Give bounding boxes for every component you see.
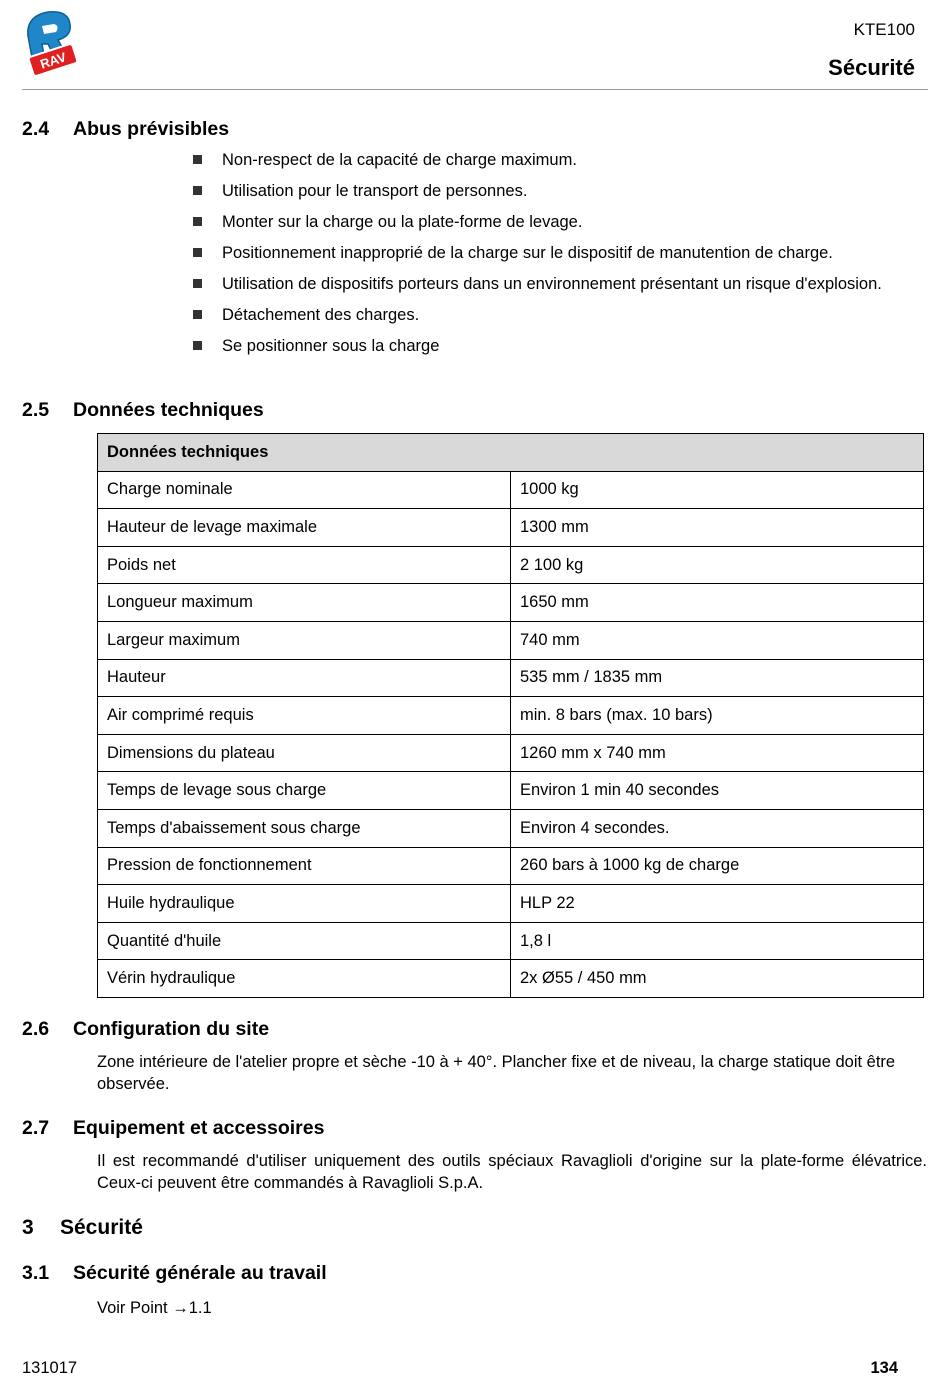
spec-value: 2x Ø55 / 450 mm	[511, 960, 924, 998]
heading-number: 2.4	[22, 118, 50, 140]
square-bullet-icon	[193, 248, 202, 257]
square-bullet-icon	[193, 155, 202, 164]
spec-value: 260 bars à 1000 kg de charge	[511, 847, 924, 885]
table-row	[98, 621, 924, 659]
heading-3	[22, 1216, 422, 1242]
misuse-list	[192, 150, 912, 367]
table-row	[98, 885, 924, 923]
heading-2-4	[22, 118, 422, 142]
spec-label: Dimensions du plateau	[98, 734, 511, 772]
spec-label: Temps d'abaissement sous charge	[98, 809, 511, 847]
list-item	[192, 181, 912, 202]
spec-value: 1650 mm	[511, 584, 924, 622]
table-row	[98, 847, 924, 885]
site-configuration-text: Zone intérieure de l'atelier propre et sèche -10 à + 40°. Plancher fixe et de niveau, la charge statique doit être observée.	[97, 1053, 896, 1093]
header-section-title: Sécurité	[828, 55, 915, 80]
spec-label: Longueur maximum	[98, 584, 511, 622]
spec-label: Air comprimé requis	[98, 697, 511, 735]
spec-label: Huile hydraulique	[98, 885, 511, 923]
list-item	[192, 305, 912, 326]
list-item-text: Se positionner sous la charge	[222, 337, 440, 355]
list-item	[192, 212, 912, 233]
spec-value: min. 8 bars (max. 10 bars)	[511, 697, 924, 735]
header-divider	[22, 89, 928, 90]
table-row	[98, 546, 924, 584]
list-item	[192, 150, 912, 171]
spec-value: Environ 4 secondes.	[511, 809, 924, 847]
heading-2-7	[22, 1117, 422, 1141]
table-row	[98, 809, 924, 847]
list-item	[192, 243, 912, 264]
spec-label: Poids net	[98, 546, 511, 584]
square-bullet-icon	[193, 310, 202, 319]
square-bullet-icon	[193, 186, 202, 195]
equipment-text: Il est recommandé d'utiliser uniquement des outils spéciaux Ravaglioli d'origine sur la plate-forme élévatrice. Ceux-ci peuvent être commandés à Ravaglioli S.p.A.	[97, 1152, 927, 1192]
list-item	[192, 336, 912, 357]
heading-number: 2.5	[22, 399, 50, 421]
table-row	[98, 772, 924, 810]
spec-label: Temps de levage sous charge	[98, 772, 511, 810]
list-item-text: Positionnement inapproprié de la charge sur le dispositif de manutention de charge.	[222, 244, 833, 262]
heading-title: Equipement et accessoires	[73, 1117, 325, 1139]
table-row	[98, 697, 924, 735]
rav-logo	[20, 6, 82, 76]
heading-title: Données techniques	[73, 399, 264, 421]
list-item-text: Détachement des charges.	[222, 306, 420, 324]
spec-value: 740 mm	[511, 621, 924, 659]
spec-label: Hauteur de levage maximale	[98, 509, 511, 547]
table-header: Données techniques	[98, 434, 924, 472]
heading-number: 2.6	[22, 1018, 50, 1040]
spec-label: Pression de fonctionnement	[98, 847, 511, 885]
spec-value: 1260 mm x 740 mm	[511, 734, 924, 772]
spec-label: Largeur maximum	[98, 621, 511, 659]
heading-number: 2.7	[22, 1117, 50, 1139]
heading-3-1	[22, 1262, 422, 1286]
spec-value: 1,8 l	[511, 922, 924, 960]
list-item-text: Utilisation de dispositifs porteurs dans un environnement présentant un risque d'explosion.	[222, 275, 882, 293]
heading-title: Abus prévisibles	[73, 118, 230, 140]
square-bullet-icon	[193, 217, 202, 226]
spec-value: HLP 22	[511, 885, 924, 923]
spec-label: Vérin hydraulique	[98, 960, 511, 998]
heading-title: Sécurité générale au travail	[73, 1262, 327, 1284]
spec-label: Quantité d'huile	[98, 922, 511, 960]
spec-label: Hauteur	[98, 659, 511, 697]
model-name: KTE100	[853, 20, 915, 39]
heading-2-6	[22, 1018, 422, 1042]
svg-text:RAV: RAV	[38, 49, 69, 72]
table-row	[98, 509, 924, 547]
page-number: 134	[870, 1359, 898, 1377]
technical-data-table	[97, 433, 924, 998]
footer-date-code: 131017	[22, 1359, 78, 1377]
list-item-text: Non-respect de la capacité de charge maximum.	[222, 151, 577, 169]
list-item-text: Utilisation pour le transport de personnes.	[222, 182, 528, 200]
heading-title: Sécurité	[60, 1216, 143, 1239]
table-row	[98, 659, 924, 697]
square-bullet-icon	[193, 279, 202, 288]
spec-value: 535 mm / 1835 mm	[511, 659, 924, 697]
heading-title: Configuration du site	[73, 1018, 270, 1040]
heading-2-5	[22, 399, 422, 423]
table-row	[98, 922, 924, 960]
square-bullet-icon	[193, 341, 202, 350]
list-item	[192, 274, 912, 295]
spec-value: Environ 1 min 40 secondes	[511, 772, 924, 810]
table-row	[98, 734, 924, 772]
spec-label: Charge nominale	[98, 471, 511, 509]
heading-number: 3	[22, 1216, 34, 1239]
heading-number: 3.1	[22, 1262, 50, 1284]
spec-value: 1300 mm	[511, 509, 924, 547]
table-row	[98, 960, 924, 998]
table-row	[98, 584, 924, 622]
list-item-text: Monter sur la charge ou la plate-forme de levage.	[222, 213, 583, 231]
spec-value: 2 100 kg	[511, 546, 924, 584]
table-row	[98, 471, 924, 509]
see-point-reference: Voir Point →1.1	[97, 1299, 212, 1317]
spec-value: 1000 kg	[511, 471, 924, 509]
